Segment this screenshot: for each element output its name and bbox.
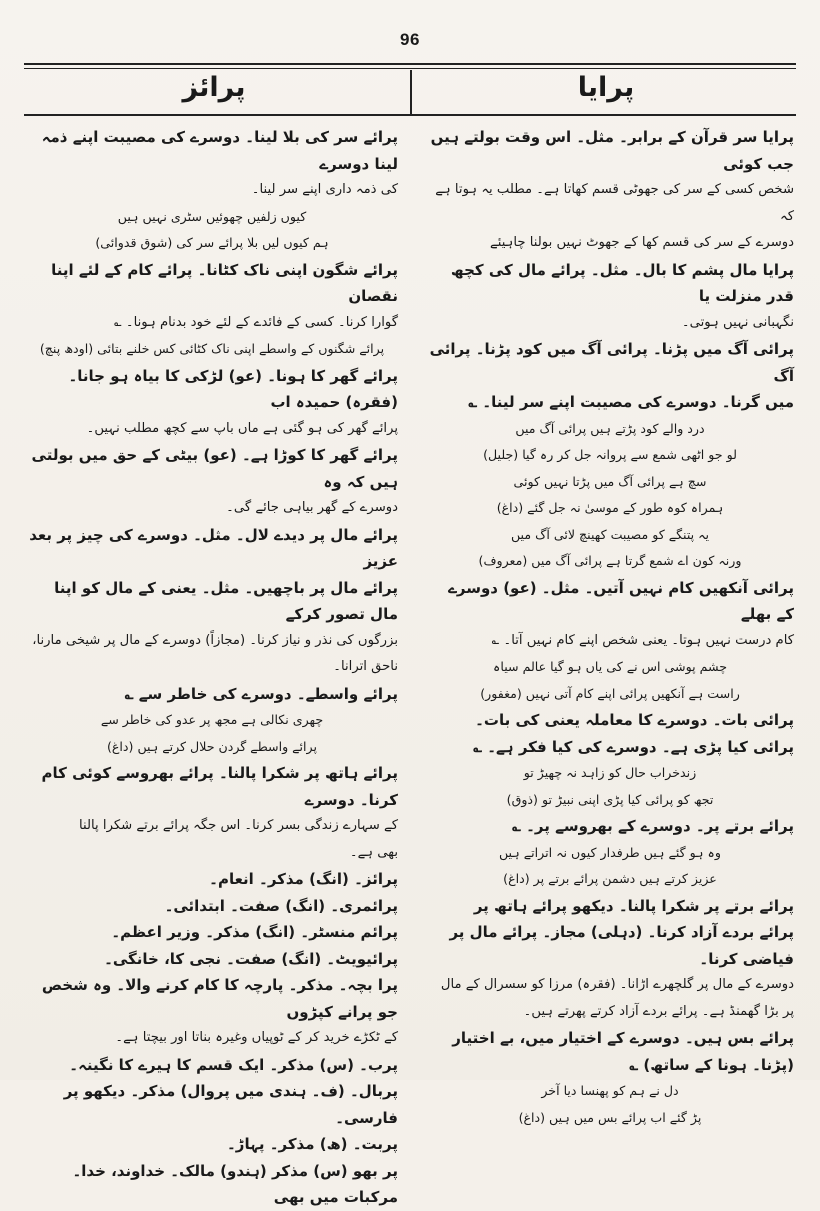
text-line: پرائمری۔ (انگ) صفت۔ ابتدائی۔ [164,896,398,915]
text-line: کام درست نہیں ہوتا۔ یعنی شخص اپنے کام نہیں آتا۔ ؎ [491,632,794,648]
text-line: دل نے ہم کو پھنسا دیا آخر [541,1083,679,1098]
text-line: پرائے گھر کا کوڑا ہے۔ (عو) بیٹی کے حق میں بولتی ہیں کہ وہ [31,446,398,491]
text-line: وہ ہو گئے ہیں طرفدار کیوں نہ اتراتے ہیں [498,844,722,860]
text-line: پرائے مال پر دیدے لال۔ مثل۔ دوسرے کی چیز پر بعد عزیز [29,525,398,570]
text-line: پرا بچہ۔ مذکر۔ پارچہ کا کام کرنے والا۔ وہ شخص جو پرانے کپڑوں [41,976,398,1021]
right-column-header: پرایا [577,72,635,103]
text-line: پرائے شگنوں کے واسطے اپنی ناک کٹائی کس خلنے بتائی (اودھ پنچ) [39,341,385,356]
text-line: یہ پتنگے کو مصیبت کھینچ لائی آگ میں [510,526,710,542]
text-line: دوسرے کے سر کی قسم کھا کے جھوٹ نہیں بولنا چاہیئے [490,235,794,250]
text-line: پرائے گھر کی ہو گئی ہے ماں باپ سے کچھ مطلب نہیں۔ [86,420,398,436]
top-rule [24,63,796,65]
left-column-header: پرائز [182,72,246,103]
text-line: چشم پوشی اس نے کی یاں ہو گیا عالم سیاہ [493,659,727,674]
text-line: کے ٹکڑے خرید کر کے ٹوپیاں وغیرہ بناتا اور بیچتا ہے۔ [115,1030,398,1045]
text-line: پرائے بردے آزاد کرنا۔ (دہلی) مجاز۔ پرائے مال پر فیاضی کرنا۔ [449,923,794,968]
text-line: کیوں زلفیں چھوئیں سٹری نہیں ہیں [117,208,307,224]
text-line: پرائے گھر کا ہونا۔ (عو) لڑکی کا بیاہ ہو جانا۔ (فقرہ) حمیدہ اب [68,366,398,411]
text-line: پرائم منسٹر۔ (انگ) مذکر۔ وزیر اعظم۔ [111,923,398,941]
text-line: پرائے سر کی بلا لینا۔ دوسرے کی مصیبت اپنے ذمہ لینا دوسرے [41,128,398,173]
text-line: بھی ہے۔ [349,844,398,860]
text-line: گوارا کرنا۔ کسی کے فائدے کے لئے خود بدنام ہونا۔ ؎ [113,314,398,330]
text-line: دوسرے کے گھر بیاہی جائے گی۔ [226,500,398,515]
text-line: سچ ہے پرائی آگ میں پڑتا نہیں کوئی [513,473,707,489]
left-column [26,124,398,1206]
text-line: کے سہارے زندگی بسر کرنا۔ اس جگہ پرائے برتے شکرا پالنا [79,818,398,833]
text-line: پرائز۔ (انگ) مذکر۔ انعام۔ [209,870,398,888]
text-line: ہمراہ کوہ طور کے موسیٰ نہ جل گئے (داغ) [496,500,724,515]
text-line: پرائے برتے پر شکرا پالنا۔ دیکھو پرائے ہاتھ پر [473,896,794,915]
text-line: راست ہے آنکھیں پرائی اپنے کام آتی نہیں (مغفور) [480,685,740,701]
text-line: پرائے شگون اپنی ناک کٹانا۔ پرائے کام کے لئے اپنا نقصان [51,260,398,305]
text-line: تجھ کو پرائی کیا پڑی اپنی نبیڑ تو (ذوق) [506,791,714,807]
text-line: پرائی بات۔ دوسرے کا معاملہ یعنی کی بات۔ [475,711,794,729]
header-divider [410,70,412,114]
text-line: ناحق اترانا۔ [333,659,398,674]
text-line: پرایا سر قرآن کے برابر۔ مثل۔ اس وقت بولتے ہیں جب کوئی [430,128,794,173]
text-line: پرائی آگ میں پڑنا۔ پرائی آگ میں کود پڑنا۔ پرائی آگ [429,340,794,385]
text-line: پربت۔ (ھ) مذکر۔ پہاڑ۔ [227,1135,398,1153]
page-number: 96 [400,30,420,49]
text-line: پرائی آنکھیں کام نہیں آتیں۔ مثل۔ (عو) دوسرے کے بھلے [448,578,794,623]
text-line: پرائے واسطے گردن حلال کرتے ہیں (داغ) [107,738,317,754]
text-line: نگہبانی نہیں ہوتی۔ [681,314,794,330]
text-line: پربال۔ (ف۔ ہندی میں پروال) مذکر۔ دیکھو پر فارسی۔ [63,1082,398,1127]
text-line: پڑ گئے اب پرائے بس میں ہیں (داغ) [518,1109,702,1125]
text-line: پر بھو (س) مذکر (ہندو) مالک۔ خداوند، خدا۔ مرکبات میں بھی [72,1161,398,1206]
text-line: زندخراب حال کو زاہد نہ چھیڑ تو [523,765,697,780]
text-line: ہم کیوں لیں بلا پرائے سر کی (شوق قدوائی) [95,235,329,250]
right-column [426,124,794,1125]
header-rule [24,114,796,116]
text-line: دوسرے کے مال پر گلچھرے اڑانا۔ (فقرہ) مرزا کو سسرال کے مال [440,977,794,992]
text-line: پر بڑا گھمنڈ ہے۔ پرائے بردے آزاد کرتے پھرتے ہیں۔ [523,1003,794,1019]
text-line: پرائے بس ہیں۔ دوسرے کے اختیار میں، بے اختیار (پڑنا۔ ہونا کے ساتھ) ؎ [452,1029,794,1074]
text-line: ورنہ کون اے شمع گرتا ہے پرائی آگ میں (معروف) [478,553,742,568]
text-line: درد والے کود پڑتے ہیں پرائی آگ میں [515,420,705,436]
text-line: شخص کسی کے سر کی جھوٹی قسم کھاتا ہے۔ مطلب یہ ہوتا ہے کہ [435,182,794,224]
text-line: بزرگوں کی نذر و نیاز کرنا۔ (مجازاً) دوسرے کے مال پر شیخی مارنا، [32,632,398,648]
text-line: پرائے برتے پر۔ دوسرے کے بھروسے پر۔ ؎ [512,817,794,835]
text-line: پرایا مال پشم کا بال۔ مثل۔ پرائے مال کی کچھ قدر منزلت یا [450,260,794,305]
text-line: پرائے مال پر باچھیں۔ مثل۔ یعنی کے مال کو اپنا مال تصور کرکے [54,578,398,623]
top-rule-thin [24,68,796,69]
text-line: پرائی کیا پڑی ہے۔ دوسرے کی کیا فکر ہے۔ ؎ [473,737,794,756]
text-line: عزیز کرتے ہیں دشمن پرائے برتے پر (داغ) [503,871,717,886]
text-line: کی ذمہ داری اپنے سر لینا۔ [251,182,398,197]
text-line: پرائے ہاتھ پر شکرا پالنا۔ پرائے بھروسے کوئی کام کرنا۔ دوسرے [41,764,398,809]
text-line: چھری نکالی ہے مجھ پر عدو کی خاطر سے [100,712,324,727]
text-line: پرب۔ (س) مذکر۔ ایک قسم کا ہیرے کا نگینہ۔ [69,1055,398,1074]
text-line: لو جو اٹھی شمع سے پروانہ جل کر رہ گیا (جلیل) [483,447,737,462]
text-line: پرائیویٹ۔ (انگ) صفت۔ نجی کا، خانگی۔ [104,949,398,968]
text-line: پرائے واسطے۔ دوسرے کی خاطر سے ؎ [124,684,398,703]
text-line: میں گرنا۔ دوسرے کی مصیبت اپنے سر لینا۔ ؎ [468,393,794,411]
